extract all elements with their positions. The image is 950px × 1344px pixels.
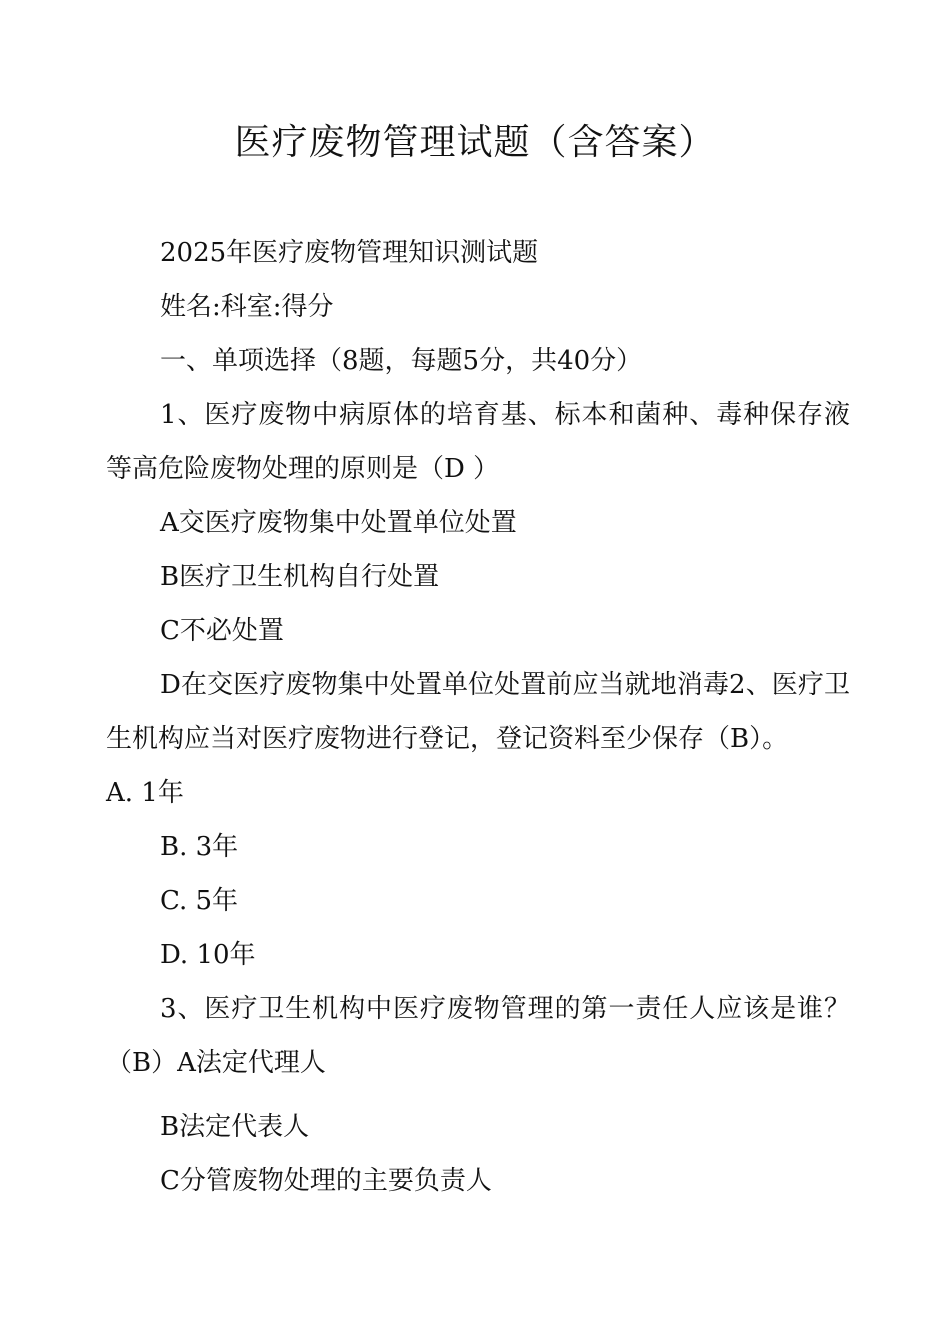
document-body [106,226,850,1208]
question-2-option-c: C. 5年 [160,886,239,916]
question-2-option-d: D. 10年 [160,940,256,970]
info-line: 姓名:科室:得分 [160,292,334,322]
question-1-option-c: C不必处置 [160,616,284,646]
question-2-option-b: B. 3年 [160,832,239,862]
question-1-option-d: D在交医疗废物集中处置单位处置前应当就地消毒2、医疗卫生机构应当对医疗废物进行登记，登记资料至少保存（B）。 [106,670,850,754]
test-subtitle: 2025年医疗废物管理知识测试题 [160,238,539,268]
question-2-option-a: A. 1年 [106,778,184,808]
question-1-stem: 1、医疗废物中病原体的培育基、标本和菌种、毒种保存液等高危险废物处理的原则是（D ） [106,400,850,484]
section-heading: 一、单项选择（8题，每题5分，共40分） [160,346,643,376]
question-1-option-b: B医疗卫生机构自行处置 [160,562,440,592]
question-1-option-a: A交医疗废物集中处置单位处置 [160,508,517,538]
question-3-option-c: C分管废物处理的主要负责人 [160,1166,492,1196]
question-3-stem: 3、医疗卫生机构中医疗废物管理的第一责任人应该是谁？（B）A法定代理人 [106,994,850,1078]
question-3-option-b: B法定代表人 [160,1112,310,1142]
document-title: 医疗废物管理试题（含答案） [234,122,716,163]
